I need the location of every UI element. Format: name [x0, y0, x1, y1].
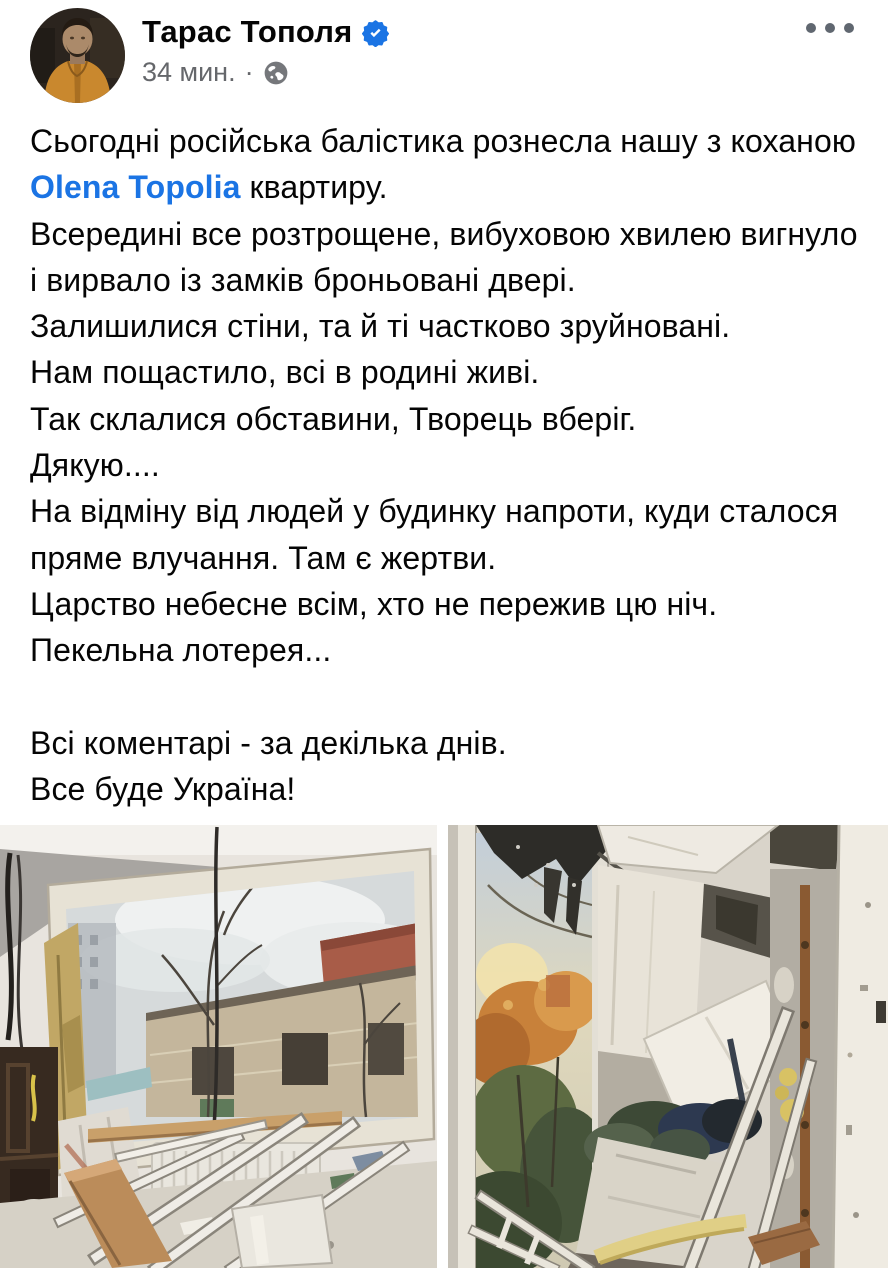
post-paragraph: Так склалися обставини, Творець вберіг. [30, 400, 637, 437]
photo-left[interactable] [0, 825, 437, 1268]
photo-right[interactable] [448, 825, 888, 1268]
post-paragraph [30, 674, 860, 720]
mention-link-olena-topolia[interactable]: Olena Topolia [30, 169, 241, 206]
header-texts [142, 6, 389, 88]
post-paragraphs [30, 211, 860, 813]
post-text-segment-before: Сьогодні російська балістика рознесла нашу з коханою [30, 123, 856, 159]
photo-left-image [0, 825, 437, 1268]
avatar[interactable] [30, 8, 125, 103]
name-row [142, 13, 389, 51]
post-paragraph: Всі коментарі - за декілька днів. [30, 724, 507, 761]
post-paragraph: Все буде Україна! [30, 771, 296, 808]
post-header [0, 0, 888, 118]
post-paragraph-first [30, 118, 860, 211]
post-paragraph: Царство небесне всім, хто не пережив цю ніч. [30, 585, 718, 622]
photo-right-image [448, 825, 888, 1268]
verified-badge-icon [362, 20, 389, 47]
profile-name[interactable]: Тарас Тополя [142, 14, 353, 49]
meta-separator: · [244, 57, 254, 87]
post-paragraph: На відміну від людей у будинку напроти, куди сталося пряме влучання. Там є жертви. [30, 493, 839, 576]
avatar-image [30, 8, 125, 103]
post-paragraph: Пекельна лотерея... [30, 632, 332, 669]
post-paragraph: Нам пощастило, всі в родині живі. [30, 354, 540, 391]
more-options-icon [802, 21, 858, 35]
timestamp[interactable]: 34 мин. [142, 57, 236, 87]
post-paragraph: Дякую.... [30, 447, 160, 484]
post-paragraph: Всередині все розтрощене, вибуховою хвилею вигнуло і вирвало із замків броньовані двері. [30, 215, 858, 298]
post-text [0, 118, 888, 812]
post-text-segment-after: квартиру. [240, 169, 388, 206]
meta-row [142, 56, 389, 88]
post-paragraph: Залишилися стіни, та й ті частково зруйновані. [30, 308, 731, 345]
more-options-button[interactable] [798, 6, 862, 50]
globe-icon [263, 60, 289, 86]
photo-grid [0, 825, 888, 1268]
